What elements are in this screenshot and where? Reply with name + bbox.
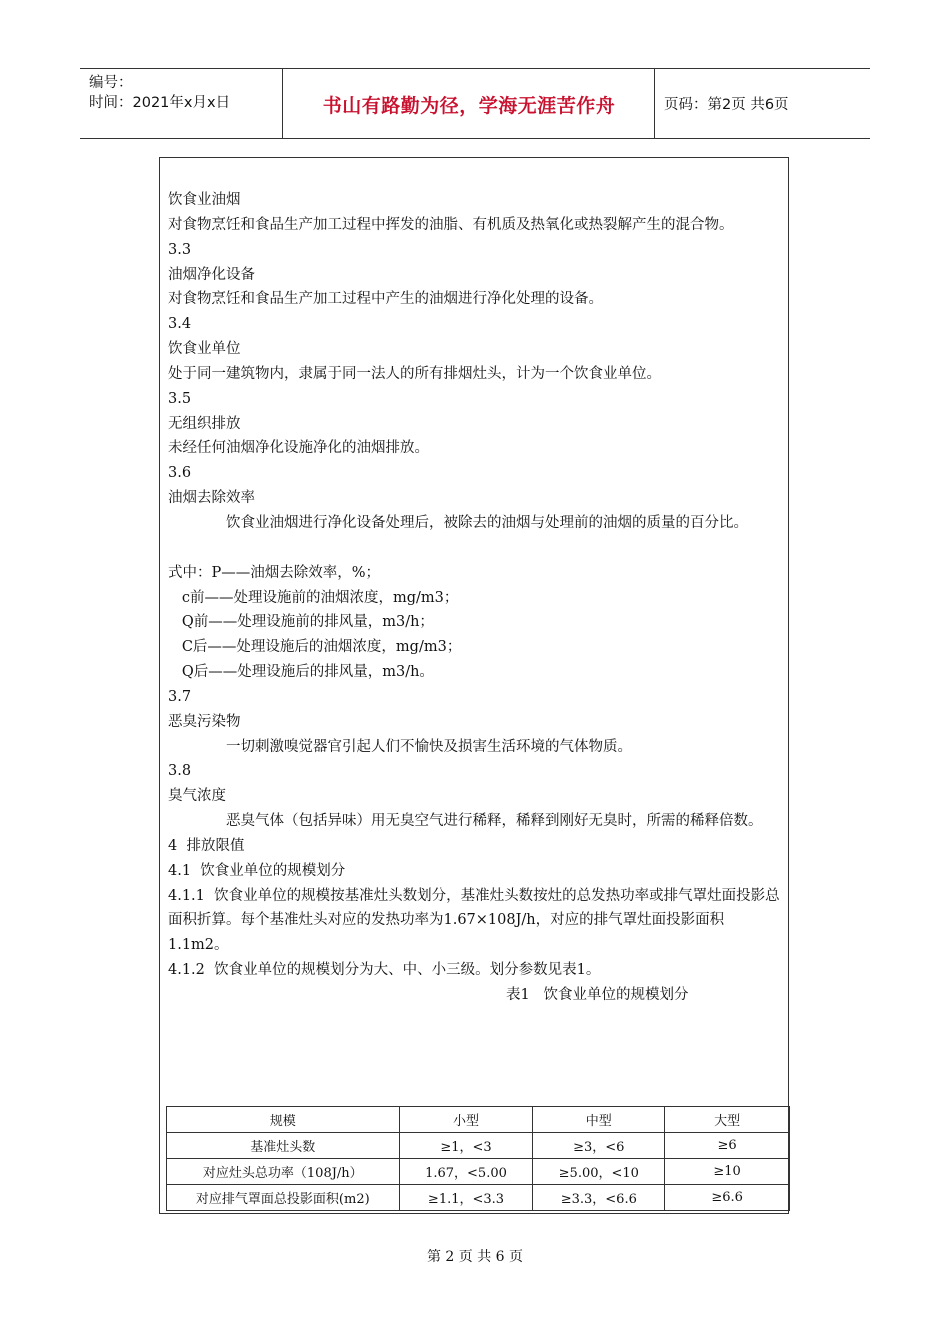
body-paragraph: 4 排放限值	[168, 837, 245, 854]
document-body	[168, 188, 784, 1008]
table-cell: ≥1，<3	[399, 1133, 533, 1159]
body-paragraph: 恶臭气体（包括异味）用无臭空气进行稀释，稀释到刚好无臭时，所需的稀释倍数。	[226, 813, 763, 830]
table-header: 小型	[399, 1107, 533, 1133]
body-paragraph: Q前——处理设施前的排风量，m3/h；	[168, 614, 434, 631]
body-paragraph: 油烟去除效率	[168, 490, 255, 507]
table-cell: ≥1.1，<3.3	[399, 1185, 533, 1211]
table-cell: ≥6.6	[665, 1185, 790, 1211]
body-paragraph: 一切刺激嗅觉器官引起人们不愉快及损害生活环境的气体物质。	[226, 738, 632, 755]
table-cell: ≥3.3，<6.6	[533, 1185, 665, 1211]
body-paragraph: 饮食业油烟	[168, 192, 241, 208]
page-header	[80, 68, 870, 139]
body-paragraph: c前——处理设施前的油烟浓度，mg/m3；	[168, 589, 459, 606]
body-paragraph: 饮食业油烟进行净化设备处理后，被除去的油烟与处理前的油烟的质量的百分比。	[226, 514, 748, 531]
motto: 书山有路勤为径，学海无涯苦作舟	[322, 95, 616, 117]
table-cell: 对应灶头总功率（108J/h）	[167, 1159, 400, 1185]
table-cell: 对应排气罩面总投影面积(m2)	[167, 1185, 400, 1211]
table-cell: ≥5.00，<10	[533, 1159, 665, 1185]
table-row	[167, 1133, 790, 1159]
body-paragraph	[168, 536, 784, 561]
content-frame	[159, 157, 789, 1214]
serial-label: 编号：	[89, 75, 133, 91]
body-paragraph: 4.1.1 饮食业单位的规模按基准灶头数划分，基准灶头数按灶的总发热功率或排气罩灶面投影总面积折算。每个基准灶头对应的发热功率为1.67×108J/h，对应的排气罩灶面投影面积1.1m2。	[168, 887, 780, 954]
body-paragraph: 处于同一建筑物内，隶属于同一法人的所有排烟灶头，计为一个饮食业单位。	[168, 365, 661, 382]
body-paragraph: 饮食业单位	[168, 341, 241, 358]
body-paragraph: 恶臭污染物	[168, 713, 241, 730]
table-header: 规模	[167, 1107, 400, 1133]
body-paragraph: 4.1.2 饮食业单位的规模划分为大、中、小三级。划分参数见表1。	[168, 962, 601, 979]
table-cell: ≥3，<6	[533, 1133, 665, 1159]
table-cell: 基准灶头数	[167, 1133, 400, 1159]
body-paragraph: Q后——处理设施后的排风量，m3/h。	[168, 664, 434, 681]
body-paragraph: C后——处理设施后的油烟浓度，mg/m3；	[168, 639, 462, 656]
table-header-row	[167, 1107, 790, 1133]
scale-table	[166, 1106, 790, 1211]
table-cell: ≥10	[665, 1159, 790, 1185]
table-caption: 表1 饮食业单位的规模划分	[506, 987, 689, 1003]
body-paragraph: 3.7	[168, 688, 192, 705]
body-paragraph: 对食物烹饪和食品生产加工过程中产生的油烟进行净化处理的设备。	[168, 291, 603, 308]
body-paragraph: 3.3	[168, 241, 192, 258]
body-paragraph: 3.8	[168, 763, 192, 780]
table-cell: 1.67，<5.00	[399, 1159, 533, 1185]
date-label: 时间：2021年x月x日	[89, 95, 231, 111]
body-paragraph: 4.1 饮食业单位的规模划分	[168, 862, 346, 879]
body-paragraph: 3.5	[168, 390, 192, 407]
page-footer: 第 2 页 共 6 页	[426, 1249, 524, 1265]
table-row	[167, 1159, 790, 1185]
body-paragraph: 3.6	[168, 465, 192, 482]
body-paragraph: 3.4	[168, 316, 192, 333]
body-paragraph: 无组织排放	[168, 415, 241, 432]
body-paragraph: 式中：P——油烟去除效率，%；	[168, 564, 381, 581]
body-paragraph: 未经任何油烟净化设施净化的油烟排放。	[168, 440, 429, 457]
body-paragraph: 对食物烹饪和食品生产加工过程中挥发的油脂、有机质及热氧化或热裂解产生的混合物。	[168, 216, 734, 233]
body-paragraph: 臭气浓度	[168, 788, 226, 805]
table-header: 大型	[665, 1107, 790, 1133]
table-header: 中型	[533, 1107, 665, 1133]
header-info	[89, 73, 230, 113]
table-row	[167, 1185, 790, 1211]
body-paragraph: 油烟净化设备	[168, 266, 255, 283]
table-cell: ≥6	[665, 1133, 790, 1159]
page-code: 页码：第2页 共6页	[664, 97, 789, 113]
